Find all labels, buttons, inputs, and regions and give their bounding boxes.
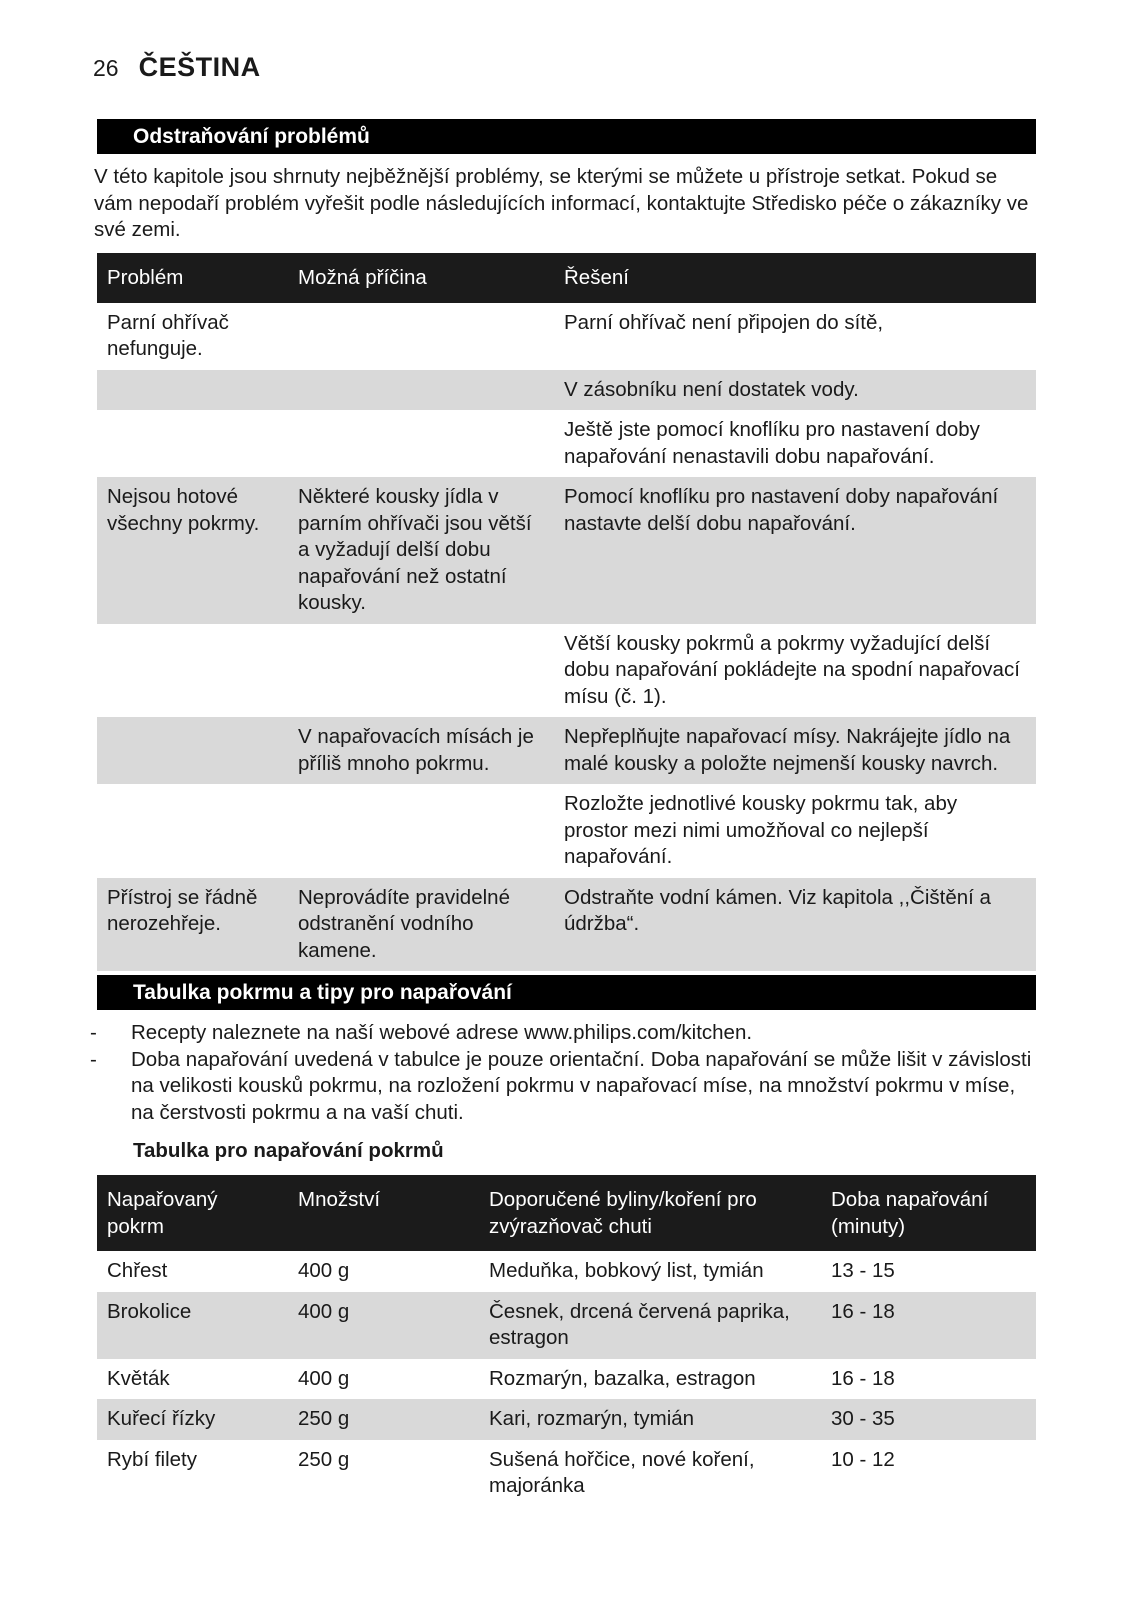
table-row [97,303,1036,370]
col-header-solution: Řešení [554,253,1036,303]
time-cell: 10 - 12 [831,1447,895,1471]
col-header-cause: Možná příčina [288,253,554,303]
bullet-text: Doba napařování uvedená v tabulce je pouze orientační. Doba napařování se může lišit v závislosti na velikosti kousků pokrmu, na rozložení pokrmu v napařovací míse, na množství pokrmu v míse, na čerstvosti pokrmu a na vaší chuti. [131,1047,1032,1124]
cause-cell: Neprovádíte pravidelné odstranění vodního kamene. [288,878,554,972]
problem-cell [97,717,288,784]
food-table-heading: Tabulka pokrmu a tipy pro napařování [97,975,1036,1010]
table-row [97,624,1036,718]
problem-cell: Parní ohřívač nefunguje. [107,310,229,360]
solution-cell: V zásobníku není dostatek vody. [554,370,1036,411]
amount-cell: 400 g [298,1259,350,1282]
steaming-table [97,1175,1036,1507]
time-cell: 13 - 15 [831,1259,895,1282]
list-item [90,1047,1040,1127]
table-header-row [97,1175,1036,1251]
cause-cell [288,303,554,370]
herbs-cell: Česnek, drcená červená paprika, estragon [479,1292,821,1359]
col-header-amount: Množství [288,1175,479,1251]
problem-cell [97,784,288,878]
col-header-herbs: Doporučené byliny/koření pro zvýrazňovač chuti [479,1175,821,1251]
amount-cell: 400 g [298,1366,350,1390]
solution-cell: Ještě jste pomocí knoflíku pro nastavení doby napařování nenastavili dobu napařování. [564,418,980,468]
solution-cell: Odstraňte vodní kámen. Viz kapitola ,,Čištění a údržba“. [554,878,1036,972]
problem-cell [97,370,288,411]
cause-cell [288,624,554,718]
table-row [97,1359,1036,1400]
table-row [97,410,1036,477]
cause-cell: Některé kousky jídla v parním ohřívači jsou větší a vyžadují delší dobu napařování než ostatní kousky. [288,477,554,624]
table-row [97,1440,1036,1507]
time-cell: 16 - 18 [831,1366,895,1390]
table-row [97,1251,1036,1292]
list-item [90,1020,1040,1047]
col-header-time: Doba napařování (minuty) [821,1175,1036,1251]
bullet-dash: - [90,1047,97,1071]
language-title: ČEŠTINA [138,52,261,82]
problem-cell [97,624,288,718]
cause-cell [288,370,554,411]
food-cell: Květák [107,1366,170,1390]
food-table-title: Tabulka pro napařování pokrmů [133,1139,444,1162]
troubleshooting-intro: V této kapitole jsou shrnuty nejběžnější problémy, se kterými se můžete u přístroje setkat. Pokud se vám nepodaří problém vyřešit podle následujících informací, kontaktujte Středisko péče o zákazníky ve své zemi. [94,165,1029,241]
amount-cell: 250 g [298,1447,350,1471]
solution-cell: Pomocí knoflíku pro nastavení doby napařování nastavte delší dobu napařování. [554,477,1036,624]
solution-cell: Nepřeplňujte napařovací mísy. Nakrájejte jídlo na malé kousky a položte nejmenší kousky navrch. [554,717,1036,784]
cause-cell [288,784,554,878]
herbs-cell: Meduňka, bobkový list, tymián [489,1259,764,1282]
bullet-text: Recepty naleznete na naší webové adrese www.philips.com/kitchen. [131,1021,753,1044]
problem-cell [97,410,288,477]
table-row [97,477,1036,624]
solution-cell: Parní ohřívač není připojen do sítě, [564,310,884,334]
table-row [97,1399,1036,1440]
troubleshooting-heading: Odstraňování problémů [97,119,1036,154]
page-number: 26 [93,55,119,81]
solution-cell: Rozložte jednotlivé kousky pokrmu tak, aby prostor mezi nimi umožňoval co nejlepší napařování. [564,792,958,868]
cause-cell: V napařovacích mísách je příliš mnoho pokrmu. [288,717,554,784]
time-cell: 16 - 18 [821,1292,1036,1359]
page-header [93,52,261,83]
tips-list [90,1020,1040,1126]
amount-cell: 400 g [288,1292,479,1359]
herbs-cell: Rozmarýn, bazalka, estragon [489,1366,756,1390]
table-row [97,1292,1036,1359]
col-header-problem: Problém [97,253,288,303]
solution-cell: Větší kousky pokrmů a pokrmy vyžadující delší dobu napařování pokládejte na spodní napařovací mísu (č. 1). [564,631,1020,708]
food-cell: Rybí filety [107,1447,197,1471]
herbs-cell: Kari, rozmarýn, tymián [479,1399,821,1440]
bullet-dash: - [90,1021,97,1044]
food-cell: Kuřecí řízky [97,1399,288,1440]
table-row [97,717,1036,784]
food-cell: Brokolice [97,1292,288,1359]
table-header-row [97,253,1036,303]
table-row [97,878,1036,972]
amount-cell: 250 g [288,1399,479,1440]
col-header-food: Napařovaný pokrm [97,1175,288,1251]
food-cell: Chřest [107,1259,168,1282]
troubleshooting-table [97,253,1036,971]
problem-cell: Nejsou hotové všechny pokrmy. [97,477,288,624]
problem-cell: Přístroj se řádně nerozehřeje. [97,878,288,972]
table-row [97,784,1036,878]
herbs-cell: Sušená hořčice, nové koření, majoránka [489,1447,755,1497]
cause-cell [288,410,554,477]
time-cell: 30 - 35 [821,1399,1036,1440]
table-row [97,370,1036,411]
